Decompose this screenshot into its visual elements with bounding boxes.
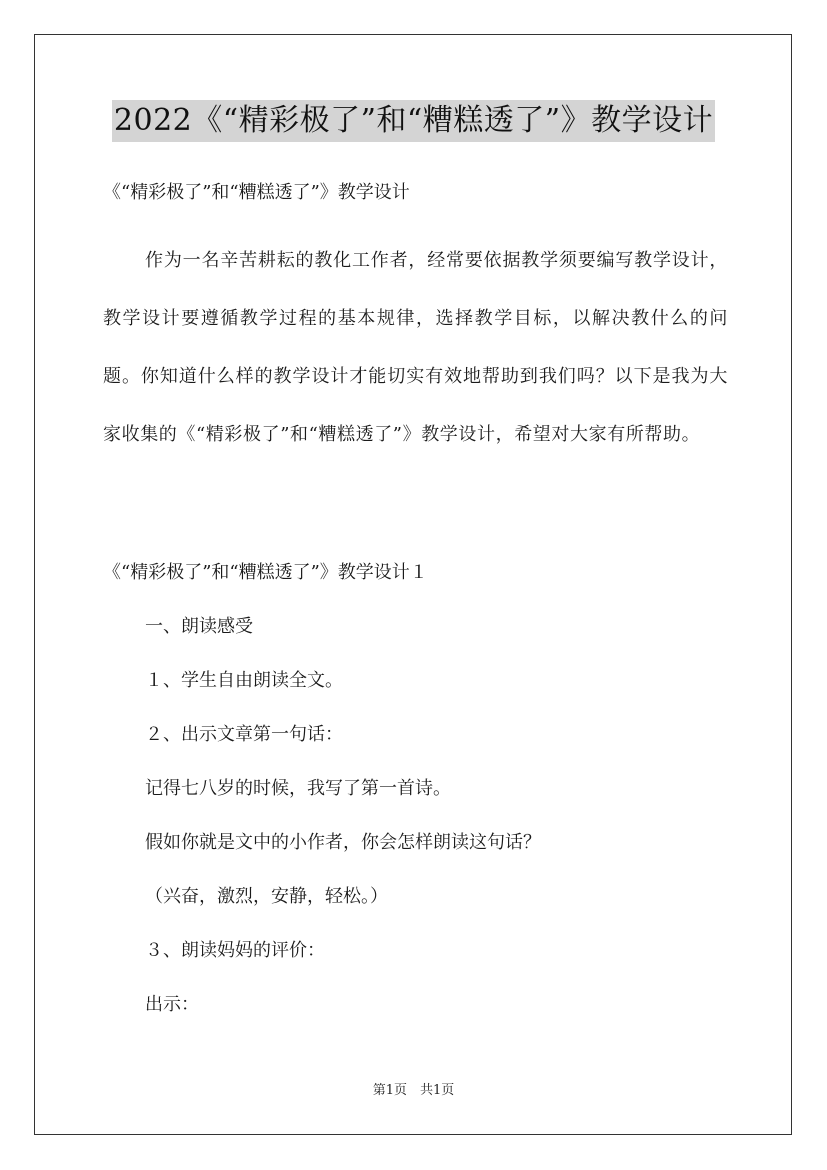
body-line: 出示： [145, 994, 199, 1015]
page-footer: 第1页 共1页 [372, 1083, 455, 1098]
body-line: 假如你就是文中的小作者，你会怎样朗读这句话？ [145, 832, 541, 853]
body-line: １、学生自由朗读全文。 [145, 670, 343, 691]
document-subtitle: 《“精彩极了”和“糟糕透了”》教学设计 [103, 182, 410, 203]
section-heading: 《“精彩极了”和“糟糕透了”》教学设计１ [103, 562, 428, 583]
body-line: 记得七八岁的时候，我写了第一首诗。 [145, 778, 451, 799]
body-line: ３、朗读妈妈的评价： [145, 940, 325, 961]
intro-paragraph: 作为一名辛苦耕耘的教化工作者，经常要依据教学须要编写教学设计，教学设计要遵循教学过程的基本规律，选择教学目标，以解决教什么的问题。你知道什么样的教学设计才能切实有效地帮助到我们吗？以下是我为大家收集的《“精彩极了”和“糟糕透了”》教学设计，希望对大家有所帮助。 [103, 250, 728, 445]
body-line: ２、出示文章第一句话： [145, 724, 343, 745]
title-container [0, 100, 827, 142]
document-title: 2022《“精彩极了”和“糟糕透了”》教学设计 [112, 100, 715, 142]
body-line: 一、朗读感受 [145, 616, 253, 637]
body-line: （兴奋，激烈，安静，轻松。） [145, 886, 388, 907]
